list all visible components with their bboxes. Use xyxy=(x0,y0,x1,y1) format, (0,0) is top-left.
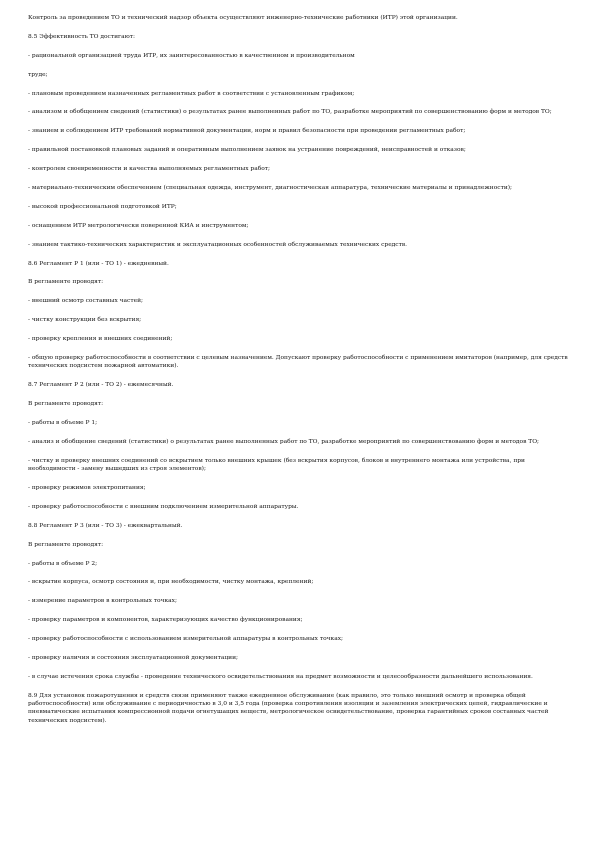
section-8-7-heading: 8.7 Регламент Р 2 (или - ТО 2) - ежемесячный. xyxy=(28,382,174,389)
list-item-power-modes: - проверку режимов электропитания; xyxy=(28,484,146,491)
list-item-cleaning: - чистку конструкции без вскрытия; xyxy=(28,317,142,324)
regulation-intro: В регламенте проводят: xyxy=(28,541,104,548)
list-item-scope-r1: - работы в объеме Р 1; xyxy=(28,420,98,426)
list-item-planned-works: - плановым проведением назначенных регламентных работ в соответствии с установленным графиком; xyxy=(28,90,355,97)
section-8-8-heading: 8.8 Регламент Р 3 (или - ТО 3) - ежеквартальный. xyxy=(28,522,183,529)
paragraph-tech-supervision: Контроль за проведением ТО и технический надзор объекта осуществляют инженерно-технические работники (ИТР) этой организации. xyxy=(28,15,458,21)
list-item-regulations-knowledge: - знанием и соблюдением ИТР требований нормативной документации, норм и правил безопасности при проведении регламентных работ; xyxy=(28,128,466,135)
regulation-intro: В регламенте проводят: xyxy=(28,279,104,286)
list-item-documentation-check: - проверку наличия и состояния эксплуатационной документации; xyxy=(28,654,238,661)
list-item-operability-check: - общую проверку работоспособности в соответствии с целевым назначением. Допускают проверку работоспособности с применением имитаторов (например, для средств технических подсистем пожарной автоматики). xyxy=(28,355,568,370)
list-item-planned-tasks: - правильной постановкой плановых заданий и оперативным выполнением заявок на устранение повреждений, неисправностей и отказов; xyxy=(28,147,466,154)
regulation-intro: В регламенте проводят: xyxy=(28,401,104,408)
list-item-technical-characteristics: - знанием тактико-технических характеристик и эксплуатационных особенностей обслуживаемых технических средств. xyxy=(28,241,408,248)
list-item-statistics-analysis: - анализ и обобщение сведений (статистики) о результатах ранее выполненных работ по ТО, разработке мероприятий по совершенствованию форм и методов ТО; xyxy=(28,438,540,445)
list-item-metrology-equipment: - оснащением ИТР метрологически поверенной КИА и инструментом; xyxy=(28,222,249,229)
list-item-control-points-check: - проверку работоспособности с использованием измерительной аппаратуры в контрольных точках; xyxy=(28,636,344,643)
section-8-6-heading: 8.6 Регламент Р 1 (или - ТО 1) - ежедневный. xyxy=(28,260,169,267)
section-8-5-heading: 8.5 Эффективность ТО достигают: xyxy=(28,33,136,40)
list-item-labor-organization: - рациональной организацией труда ИТР, их заинтересованностью в качественном и производительном xyxy=(28,52,355,59)
list-item-scope-r2: - работы в объеме Р 2; xyxy=(28,560,98,567)
list-item-connections-cleaning: - чистку и проверку внешних соединений со вскрытием только внешних крышек (без вскрытия корпусов, блоков и внутреннего монтажа или устройства, при необходимости - замену вышедших из строя элементов); xyxy=(28,457,525,473)
list-item-fastening-check: - проверку крепления и внешних соединений; xyxy=(28,336,173,343)
list-item-quality-control: - контролем своевременности и качества выполняемых регламентных работ; xyxy=(28,166,271,173)
section-8-9-paragraph: 8.9 Для установок пожаротушения и средств связи применяют также ежедневное обслуживание (как правило, это только внешний осмотр и проверка общей работоспособности) или обслуживание с периодичностью в 3,0 и 3,5 года (проверка сопротивления изоляции и заземления электрических цепей, гидравлические и пневматические испытания компрессионной подачи огнетушащих веществ, метрологическое освидетельствование, проверка гарантийных сроков составных частей технических подсистем). xyxy=(28,692,549,724)
list-item-housing-opening: - вскрытие корпуса, осмотр состояния и, при необходимости, чистку монтажа, креплений; xyxy=(28,579,314,586)
list-item-external-inspection: - внешний осмотр составных частей; xyxy=(28,298,143,305)
list-item-parameter-measurement: - измерение параметров в контрольных точках; xyxy=(28,598,177,605)
list-item-statistics-analysis: - анализом и обобщением сведений (статистики) о результатах ранее выполненных работ по ТО, разработке мероприятий по совершенствованию форм и методов ТО; xyxy=(28,109,552,116)
list-item-measurement-check: - проверку работоспособности с внешним подключением измерительной аппаратуры. xyxy=(28,503,299,510)
list-item-service-life: - в случае истечения срока службы - проведение технического освидетельствования на предмет возможности и целесообразности дальнейшего использования. xyxy=(28,673,533,680)
document-page xyxy=(28,14,568,736)
list-item-professional-training: - высокой профессиональной подготовкой ИТР; xyxy=(28,203,177,210)
list-item-parameter-check: - проверку параметров и компонентов, характеризующих качество функционирования; xyxy=(28,617,303,624)
list-item-labor-continuation: труде; xyxy=(28,71,48,78)
list-item-material-support: - материально-техническим обеспечением (специальная одежда, инструмент, диагностическая аппаратура, технические материалы и принадлежности); xyxy=(28,185,513,192)
